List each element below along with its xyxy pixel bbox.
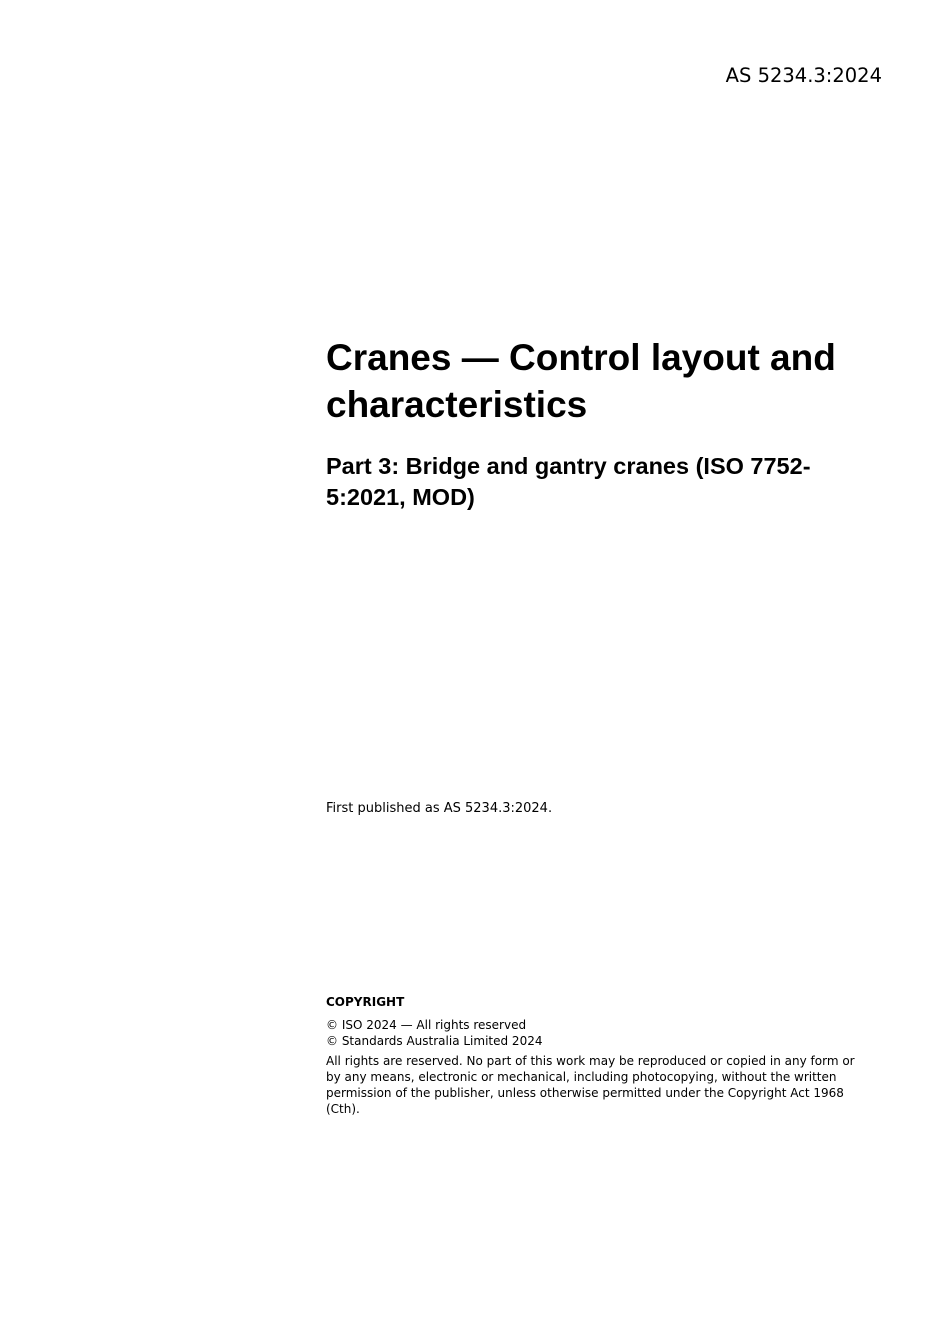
copyright-heading: COPYRIGHT [326, 995, 405, 1009]
document-number: AS 5234.3:2024 [725, 64, 882, 87]
copyright-notice: All rights are reserved. No part of this work may be reproduced or copied in any form or by any means, electronic or mechanical, including photocopying, without the written permission of the publisher, unless otherwise permitted under the Copyright Act 1968 (Cth). [326, 1054, 855, 1116]
copyright-block [326, 994, 856, 1117]
title-block [326, 334, 886, 513]
copyright-line-standards-australia: © Standards Australia Limited 2024 [326, 1034, 543, 1048]
document-title: Cranes — Control layout and characteristics [326, 337, 836, 425]
copyright-line-iso: © ISO 2024 — All rights reserved [326, 1018, 527, 1032]
first-published-note: First published as AS 5234.3:2024. [326, 801, 553, 816]
document-subtitle: Part 3: Bridge and gantry cranes (ISO 7752-5:2021, MOD) [326, 453, 811, 510]
